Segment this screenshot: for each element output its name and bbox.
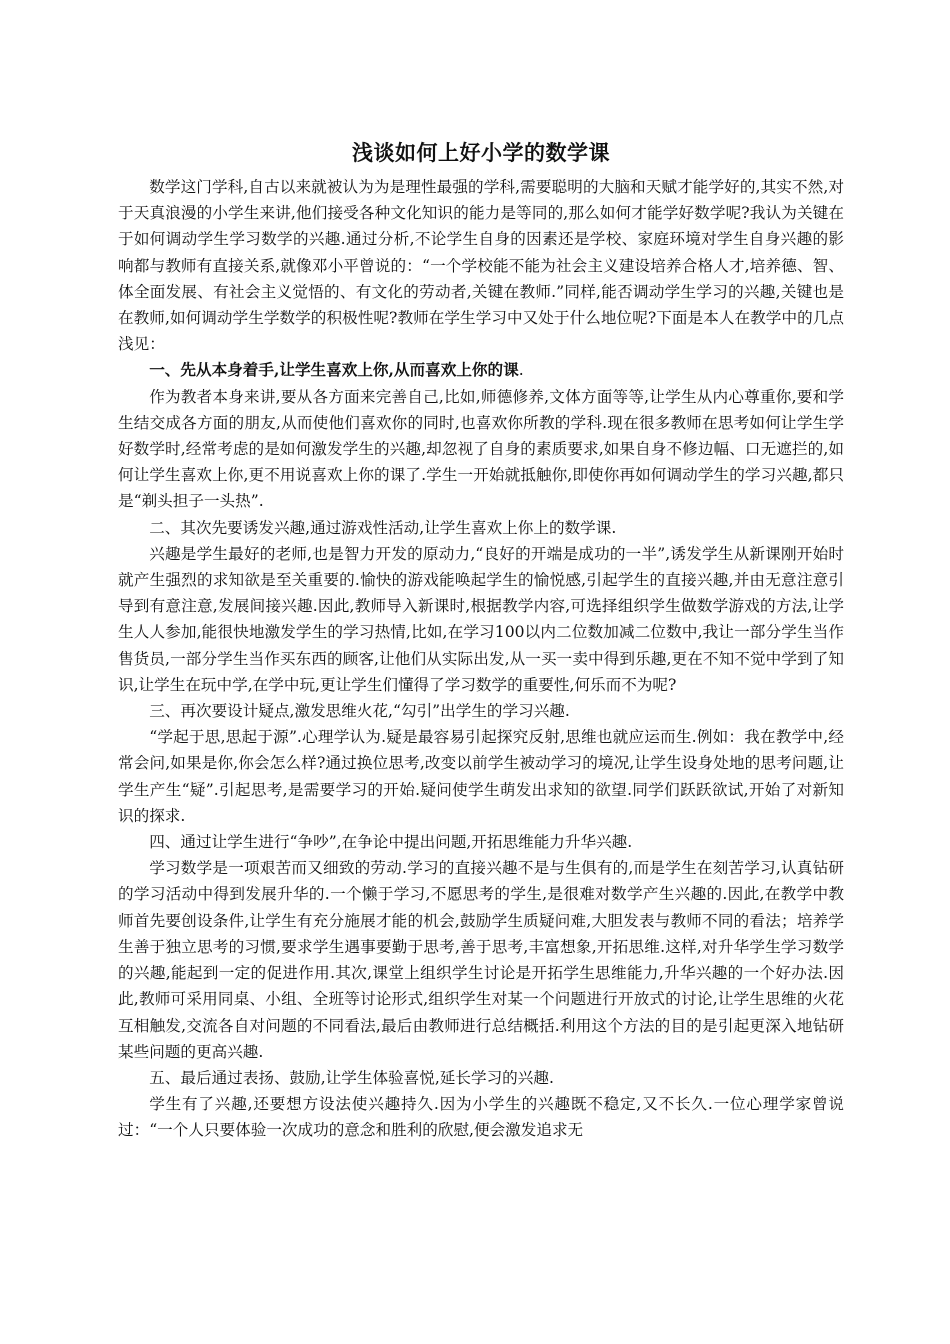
section-heading-1 <box>118 357 844 383</box>
document-page <box>118 138 844 1144</box>
section-heading-5: 五、最后通过表扬、鼓励,让学生体验喜悦,延长学习的兴趣. <box>149 1068 554 1087</box>
paragraph-section-4: 学习数学是一项艰苦而又细致的劳动.学习的直接兴趣不是与生俱有的,而是学生在刻苦学习,认真钻研的学习活动中得到发展升华的.一个懒于学习,不愿思考的学生,是很难对数学产生兴趣的.因此,在教学中教师首先要创设条件,让学生有充分施展才能的机会,鼓励学生质疑问难,大胆发表与教师不同的看法；培养学生善于独立思考的习惯,要求学生遇事要勤于思考,善于思考,丰富想象,开拓思维.这样,对升华学生学习数学的兴趣,能起到一定的促进作用.其次,课堂上组织学生讨论是开拓学生思维能力,升华兴趣的一个好办法.因此,教师可采用同桌、小组、全班等讨论形式,组织学生对某一个问题进行开放式的讨论,让学生思维的火花互相触发,交流各自对问题的不同看法,最后由教师进行总结概括.利用这个方法的目的是引起更深入地钻研某些问题的更高兴趣. <box>118 859 844 1061</box>
section-heading-2: 二、其次先要诱发兴趣,通过游戏性活动,让学生喜欢上你上的数学课. <box>149 518 617 537</box>
section-heading-1-text: 一、先从本身着手,让学生喜欢上你,从而喜欢上你的课 <box>149 360 519 380</box>
section-heading-3: 三、再次要设计疑点,激发思维火花,“勾引”出学生的学习兴趣. <box>149 702 570 721</box>
section-heading-4: 四、通过让学生进行“争吵”,在争论中提出问题,开拓思维能力升华兴趣. <box>149 833 633 852</box>
paragraph-section-2: 兴趣是学生最好的老师,也是智力开发的原动力,“良好的开端是成功的一半”,诱发学生从新课刚开始时就产生强烈的求知欲是至关重要的.愉快的游戏能唤起学生的愉悦感,引起学生的直接兴趣,并由无意注意引导到有意注意,发展间接兴趣.因此,教师导入新课时,根据教学内容,可选择组织学生做数学游戏的方法,让学生人人参加,能很快地激发学生的学习热情,比如,在学习100以内二位数加减二位数中,我让一部分学生当作售货员,一部分学生当作买东西的顾客,让他们从实际出发,从一买一卖中得到乐趣,更在不知不觉中学到了知识,让学生在玩中学,在学中玩,更让学生们懂得了学习数学的重要性,何乐而不为呢? <box>118 544 844 694</box>
paragraph-section-3: “学起于思,思起于源”.心理学认为.疑是最容易引起探究反射,思维也就应运而生.例如：我在教学中,经常会问,如果是你,你会怎么样?通过换位思考,改变以前学生被动学习的境况,让学生设身处地的思考问题,让学生产生“疑”.引起思考,是需要学习的开始.疑问使学生萌发出求知的欲望.同学们跃跃欲试,开始了对新知识的探求. <box>118 728 844 825</box>
paragraph-section-5: 学生有了兴趣,还要想方设法使兴趣持久.因为小学生的兴趣既不稳定,又不长久.一位心理学家曾说过：“一个人只要体验一次成功的意念和胜利的欣慰,便会激发追求无 <box>118 1095 844 1140</box>
paragraph-intro: 数学这门学科,自古以来就被认为为是理性最强的学科,需要聪明的大脑和天赋才能学好的,其实不然,对于天真浪漫的小学生来讲,他们接受各种文化知识的能力是等同的,那么如何才能学好数学呢?我认为关键在于如何调动学生学习数学的兴趣.通过分析,不论学生自身的因素还是学校、家庭环境对学生自身兴趣的影响都与教师有直接关系,就像邓小平曾说的：“一个学校能不能为社会主义建设培养合格人才,培养德、智、体全面发展、有社会主义觉悟的、有文化的劳动者,关键在教师.”同样,能否调动学生学习的兴趣,关键也是在教师,如何调动学生学数学的积极性呢?教师在学生学习中又处于什么地位呢?下面是本人在教学中的几点浅见： <box>118 178 844 354</box>
section-heading-1-period: . <box>518 361 524 380</box>
paragraph-section-1: 作为教者本身来讲,要从各方面来完善自己,比如,师德修养,文体方面等等,让学生从内心尊重你,要和学生结交成各方面的朋友,从而使他们喜欢你的同时,也喜欢你所教的学科.现在很多教师在思考如何让学生学好数学时,经常考虑的是如何激发学生的兴趣,却忽视了自身的素质要求,如果自身不修边幅、口无遮拦的,如何让学生喜欢上你,更不用说喜欢上你的课了.学生一开始就抵触你,即使你再如何调动学生的学习兴趣,都只是“剃头担子一头热”. <box>118 387 844 511</box>
document-title: 浅谈如何上好小学的数学课 <box>352 140 610 165</box>
